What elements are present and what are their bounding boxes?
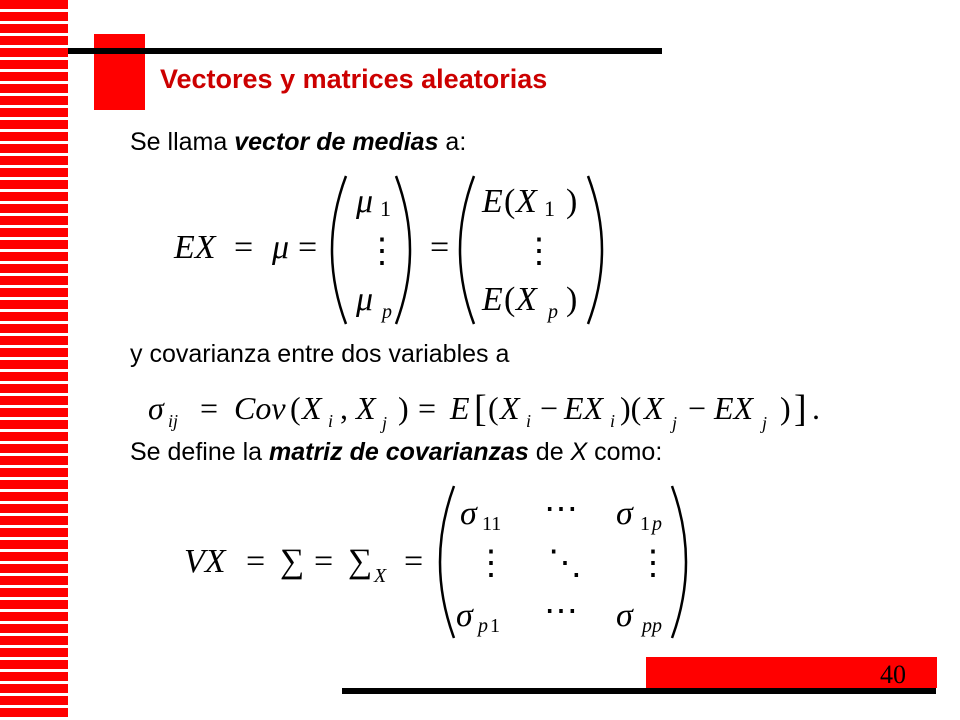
svg-text:): ) <box>398 390 409 426</box>
svg-text:E: E <box>450 390 470 426</box>
svg-text:(: ( <box>504 281 516 318</box>
svg-text:=: = <box>234 229 254 266</box>
text-pre: Se llama <box>130 128 235 156</box>
svg-text:EX: EX <box>714 390 754 426</box>
svg-text:⋮: ⋮ <box>636 545 670 582</box>
svg-text:11: 11 <box>482 513 502 535</box>
svg-text:∑: ∑ <box>280 543 305 580</box>
svg-text:): ) <box>780 390 791 426</box>
svg-text:j: j <box>382 413 388 433</box>
svg-text:=: = <box>298 229 318 266</box>
svg-text:1: 1 <box>380 196 391 221</box>
svg-text:−: − <box>540 390 559 426</box>
svg-text:X: X <box>374 565 387 587</box>
svg-text:E: E <box>482 183 503 220</box>
svg-text:σ: σ <box>456 597 473 634</box>
title-accent-block <box>94 34 145 110</box>
term-covariance-matrix: matriz de covarianzas <box>269 438 529 466</box>
svg-text:μ: μ <box>356 281 374 318</box>
text-pre: Se define la <box>130 438 269 466</box>
svg-text:X: X <box>500 390 520 426</box>
intro-covariance-matrix <box>130 438 662 467</box>
svg-text:σ: σ <box>616 597 633 634</box>
svg-text:X: X <box>516 183 537 220</box>
svg-text:pp: pp <box>642 615 662 637</box>
intro-mean-vector <box>130 128 466 157</box>
svg-text:p: p <box>548 301 558 323</box>
svg-text:i: i <box>610 411 616 431</box>
intro-covariance: y covarianza entre dos variables a <box>130 340 510 368</box>
svg-text:(: ( <box>290 390 301 426</box>
svg-text:p: p <box>478 615 488 637</box>
svg-text:μ: μ <box>272 229 290 266</box>
svg-text:=: = <box>404 543 424 580</box>
svg-text:i: i <box>328 411 334 431</box>
svg-text:⋱: ⋱ <box>548 545 582 582</box>
svg-text:(: ( <box>488 390 499 426</box>
page-number: 40 <box>880 660 906 689</box>
svg-text:=: = <box>430 229 450 266</box>
svg-text:VX: VX <box>184 543 226 580</box>
svg-text:j: j <box>762 413 768 433</box>
svg-text:σ: σ <box>148 390 164 426</box>
svg-text:]: ] <box>794 388 807 430</box>
slide-title: Vectores y matrices aleatorias <box>160 64 548 94</box>
svg-text:): ) <box>566 183 578 220</box>
var-x: X <box>570 438 588 466</box>
svg-text:Cov: Cov <box>234 390 286 426</box>
svg-text:)(: )( <box>620 390 642 426</box>
svg-text:=: = <box>246 543 266 580</box>
svg-text:X: X <box>356 390 376 426</box>
svg-text:1: 1 <box>544 196 555 221</box>
text-post: a: <box>438 128 467 156</box>
text-post: como: <box>587 438 663 466</box>
svg-text:σ: σ <box>616 495 633 532</box>
svg-text:=: = <box>200 390 219 426</box>
svg-text:1: 1 <box>640 513 650 535</box>
svg-text:X: X <box>516 281 537 318</box>
svg-text:.: . <box>812 390 820 426</box>
decorative-stripes <box>0 0 68 720</box>
svg-text:i: i <box>526 411 532 431</box>
bottom-rule <box>342 688 936 694</box>
svg-text:j: j <box>672 413 678 433</box>
svg-text:p: p <box>382 301 392 323</box>
svg-text:−: − <box>688 390 707 426</box>
svg-text:E: E <box>482 281 503 318</box>
svg-text:X: X <box>302 390 322 426</box>
svg-text:⋯: ⋯ <box>544 491 578 528</box>
svg-text:⋮: ⋮ <box>474 545 508 582</box>
svg-text:): ) <box>566 281 578 318</box>
text-mid: de <box>528 438 571 466</box>
svg-text:⋮: ⋮ <box>365 233 399 270</box>
svg-text:p: p <box>652 513 662 535</box>
svg-text:1: 1 <box>490 615 500 637</box>
top-rule <box>68 48 662 54</box>
svg-text:⋯: ⋯ <box>544 593 578 630</box>
svg-text:∑: ∑ <box>348 543 373 580</box>
svg-text:ij: ij <box>168 411 179 431</box>
svg-text:σ: σ <box>460 495 477 532</box>
svg-text:⋮: ⋮ <box>522 233 556 270</box>
svg-text:EX: EX <box>564 390 604 426</box>
svg-text:,: , <box>340 390 348 426</box>
svg-text:[: [ <box>474 388 487 430</box>
covariance-formula <box>144 385 884 435</box>
svg-text:(: ( <box>504 183 516 220</box>
svg-text:=: = <box>418 390 437 426</box>
svg-text:μ: μ <box>356 183 374 220</box>
svg-text:X: X <box>644 390 664 426</box>
svg-text:=: = <box>314 543 334 580</box>
svg-text:EX: EX <box>174 229 216 266</box>
covariance-matrix-formula <box>184 480 704 645</box>
term-mean-vector: vector de medias <box>234 128 439 156</box>
mean-vector-formula <box>168 170 608 330</box>
